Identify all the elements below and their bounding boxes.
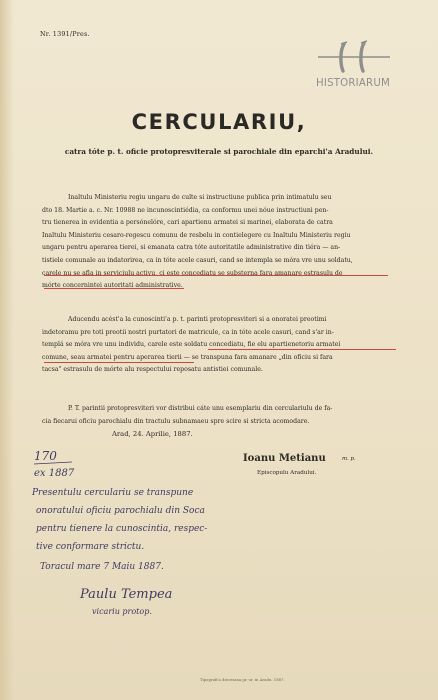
document-number: Nr. 1391/Pres. [40,30,90,38]
text-line: indetoramu pre toti preotii nostri purtatori de matricule, ca in tóte acele casuri, cand s'ar in- [42,328,334,336]
text-line: templá se móra vre unu individu, carele este soldatu concediatu, fie elu apartienetoriu armatei [42,341,341,349]
paper-edge-stain [0,0,14,700]
text-line: tistiele comunale au indatorirea, ca in tóte acele casuri, cand se intempla se móra vre unu soldatu, [42,256,353,264]
historiarum-monogram-icon [314,40,394,74]
red-underline [44,275,388,276]
text-line: cia fiecarui oficiu parochialu din tractulu subnamaeu spre scire si stricta acomodare. [42,417,310,425]
text-line: tacsa" estrasulu de mórte alu respectului reposatu antistiei comunale. [42,366,263,374]
handwritten-line: tive conformare strictu. [36,542,145,552]
paragraph-ministry [42,192,394,293]
text-line: Inaltulu Ministeriu cesaro-regescu comunu de resbelu in contielegere cu Inaltulu Ministeriu regiu [42,231,351,239]
paragraph-distribution [42,403,394,428]
handwritten-note [30,440,290,620]
handwritten-signature: Paulu Tempea [80,587,173,602]
handwritten-line: Toracul mare 7 Maiu 1887. [40,562,164,572]
red-underline [44,362,194,363]
paragraph-instruction [42,314,394,377]
document-date: Arad, 24. Aprilie, 1887. [112,430,193,438]
handwritten-line: pentru tienere la cunoscintia, respec- [36,524,208,534]
text-line: carele nu se afla in serviciulu activu, ci este concediatu se substerna fara amanare estrasulu de [42,269,343,277]
logo-text: HISTORIARUM [316,78,390,89]
text-line: comune, seau armatei pentru aperarea tierii — se transpuna fara amanare „din oficiu si fara [42,353,333,361]
signature-role: Episcopulu Aradului. [257,470,317,476]
printed-signature: Ioanu Metianu [243,453,326,464]
handwritten-line: Presentulu cerculariu se transpune [32,488,194,498]
printer-imprint: Tipografi'a diecesana gr.-or. in Aradu. 1887. [200,677,285,682]
document-subtitle: catra tóte p. t. oficie protopresviterale si parochiale din eparchi'a Aradului. [64,147,374,156]
text-line: dto 18. Martie a. c. Nr. 10988 ne incunoscintiédia, ca conformu unei nóue instructiuni pen- [42,206,329,214]
text-line: Aducendu acést'a la cunoscinti'a p. t. parinti protopresviteri si a onoratei preotimi [68,316,327,323]
red-underline [208,349,396,350]
text-line: mórte concernintei autoritati administrative. [42,282,183,290]
handwritten-line: onoratului oficiu parochialu din Soca [36,506,205,516]
handwritten-line: 170 [34,449,57,463]
signature-suffix: m. p. [342,456,356,462]
text-line: Inaltulu Ministeriu regiu ungaru de culte si instructiune publica prin intimatulu seu [68,194,332,201]
handwritten-line: vicariu protop. [92,607,152,616]
text-line: P. T. parintii protopresviteri vor distribui cáte unu esemplariu din cerculariulu de fa- [68,405,333,412]
handwritten-line: ex 1887 [34,468,75,479]
text-line: tru tienerea in evidentia a persónelóre, cari apartienu armatei si marinei, elaborata de catra [42,219,333,227]
document-title: CERCULARIU, [131,110,307,134]
red-underline [44,288,184,289]
historiarum-logo [292,40,412,95]
text-line: ungaru pentru aperarea tierei, si emanata catra tóte autoritatile administrative din tiéra — an- [42,244,341,252]
